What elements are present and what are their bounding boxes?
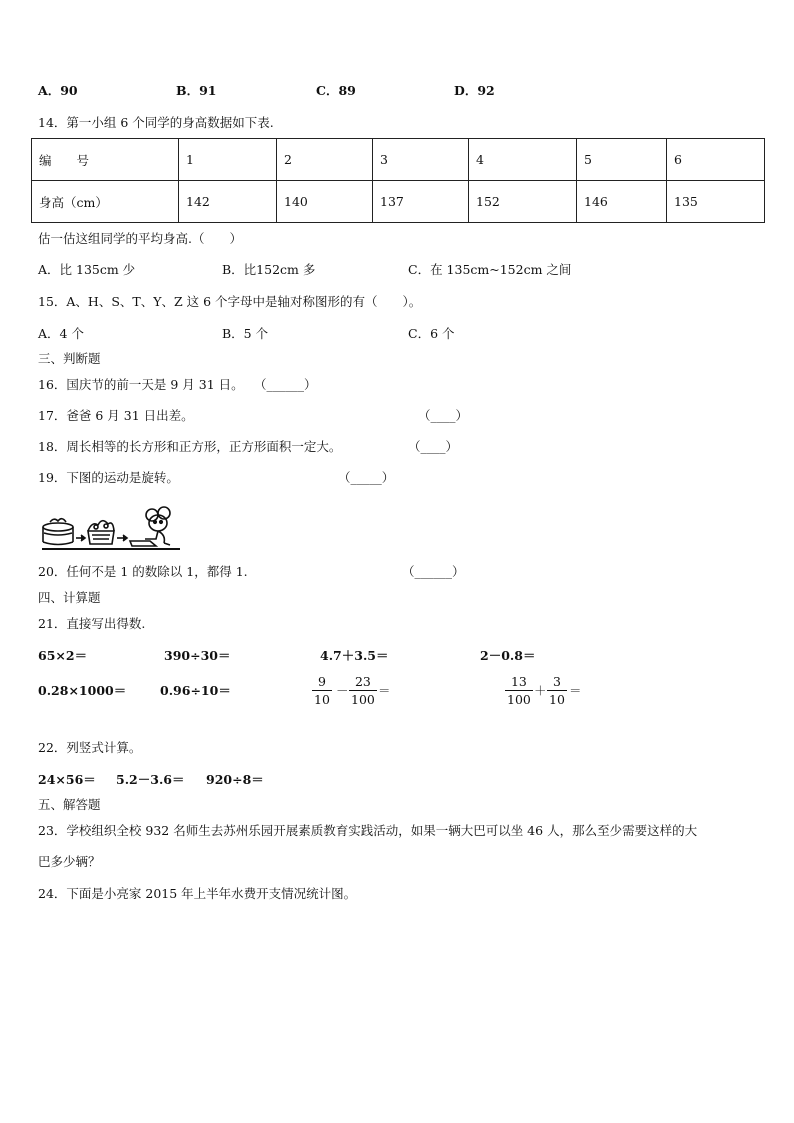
q21-stem: 21．直接写出得数. (38, 616, 146, 631)
table-row-header-number: 编 号 (32, 139, 179, 181)
q22-item: 5.2－3.6＝ (116, 772, 185, 787)
fraction (349, 673, 377, 708)
table-cell: 4 (469, 139, 577, 181)
q21-item: 4.7＋3.5＝ (320, 648, 389, 663)
q14-question: 估一估这组同学的平均身高.（ ） (38, 231, 242, 246)
q17-blank: （____） (418, 408, 469, 423)
q18-blank: （____） (408, 439, 459, 454)
table-cell: 146 (577, 181, 667, 223)
q17-text: 17．爸爸 6 月 31 日出差。 (38, 408, 194, 423)
q21-item: 0.28×1000＝ (38, 683, 127, 698)
numerator: 3 (552, 674, 561, 689)
table-cell: 140 (277, 181, 373, 223)
q13-option-b: B．91 (176, 83, 217, 98)
numerator: 9 (317, 674, 326, 689)
q14-option-a: A．比 135cm 少 (38, 262, 136, 277)
q14-option-b: B．比152cm 多 (222, 262, 316, 277)
mouse-icon (130, 507, 170, 546)
cake-icon (43, 519, 73, 545)
numerator: 13 (510, 674, 527, 689)
q21-item: 0.96÷10＝ (160, 683, 231, 698)
section-heading-answer: 五、解答题 (38, 797, 101, 812)
fraction (547, 673, 567, 708)
numerator: 23 (354, 674, 371, 689)
q15-option-b: B．5 个 (222, 326, 269, 341)
section-heading-calculation: 四、计算题 (38, 590, 101, 605)
denominator: 10 (549, 692, 565, 707)
q13-option-a: A．90 (38, 83, 78, 98)
equals: ＝ (569, 683, 582, 698)
q18-text: 18．周长相等的长方形和正方形，正方形面积一定大。 (38, 439, 342, 454)
equals: ＝ (378, 683, 391, 698)
table-cell: 152 (469, 181, 577, 223)
denominator: 10 (314, 692, 330, 707)
q15-option-c: C．6 个 (408, 326, 455, 341)
denominator: 100 (351, 692, 375, 707)
q14-stem: 14．第一小组 6 个同学的身高数据如下表. (38, 115, 274, 130)
table-cell: 6 (667, 139, 765, 181)
fraction (505, 673, 533, 708)
q22-item: 920÷8＝ (206, 772, 264, 787)
q19-illustration (40, 505, 182, 551)
q21-item: 2－0.8＝ (480, 648, 536, 663)
q22-item: 24×56＝ (38, 772, 96, 787)
height-table (31, 138, 765, 223)
table-cell: 3 (373, 139, 469, 181)
operator: － (336, 683, 349, 698)
table-cell: 135 (667, 181, 765, 223)
q15-stem: 15．A、H、S、T、Y、Z 这 6 个字母中是轴对称图形的有（ ）。 (38, 294, 422, 309)
q15-option-a: A．4 个 (38, 326, 84, 341)
q14-option-c: C．在 135cm~152cm 之间 (408, 262, 572, 277)
table-cell: 1 (179, 139, 277, 181)
table-row (32, 181, 765, 223)
q23-line1: 23．学校组织全校 932 名师生去苏州乐园开展素质教育实践活动，如果一辆大巴可以坐 46 人，那么至少需要这样的大 (38, 823, 698, 838)
q16-blank: （______） (254, 377, 317, 392)
table-row (32, 139, 765, 181)
q19-text: 19．下图的运动是旋转。 (38, 470, 179, 485)
q20-blank: （______） (402, 564, 465, 579)
table-row-header-height: 身高（cm） (32, 181, 179, 223)
q24-text: 24．下面是小亮家 2015 年上半年水费开支情况统计图。 (38, 886, 357, 901)
denominator: 100 (507, 692, 531, 707)
q13-option-c: C．89 (316, 83, 356, 98)
q21-item: 390÷30＝ (164, 648, 231, 663)
table-cell: 142 (179, 181, 277, 223)
q21-item: 65×2＝ (38, 648, 88, 663)
q22-stem: 22．列竖式计算。 (38, 740, 142, 755)
q23-line2: 巴多少辆？ (38, 854, 101, 869)
table-cell: 5 (577, 139, 667, 181)
table-cell: 137 (373, 181, 469, 223)
section-heading-judgement: 三、判断题 (38, 351, 101, 366)
q13-option-d: D．92 (454, 83, 495, 98)
operator: ＋ (534, 683, 547, 698)
q20-text: 20．任何不是 1 的数除以 1，都得 1. (38, 564, 248, 579)
basket-icon (88, 521, 114, 544)
fraction (312, 673, 332, 708)
q16-text: 16．国庆节的前一天是 9 月 31 日。 (38, 377, 244, 392)
table-cell: 2 (277, 139, 373, 181)
q19-blank: （_____） (338, 470, 395, 485)
